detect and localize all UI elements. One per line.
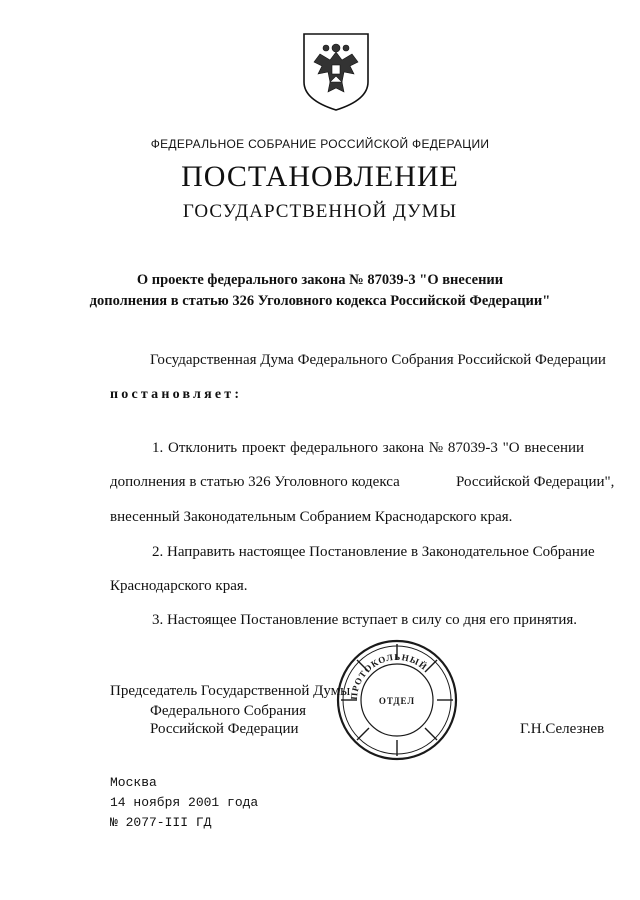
coat-of-arms-icon: [300, 32, 372, 112]
stamp-arc-text: ПРОТОКОЛЬНЫЙ: [348, 651, 430, 701]
signature-line-2: Федерального Собрания: [150, 703, 307, 719]
signature-line-3: Российской Федерации: [150, 721, 299, 737]
item-3-text: 3. Настоящее Постановление вступает в силу со дня его принятия.: [152, 612, 578, 628]
item-1-line-2a: дополнения в статью 326 Уголовного кодекса: [110, 474, 400, 490]
item-2-line-1: 2. Направить настоящее Постановление в Законодательное Собрание: [152, 544, 595, 560]
item-2-line-2: Краснодарского края.: [110, 578, 248, 594]
signatory-name: Г.Н.Селезнев: [520, 721, 605, 737]
document-subtitle: ГОСУДАРСТВЕННОЙ ДУМЫ: [182, 201, 458, 222]
document-number: № 2077-III ГД: [110, 815, 212, 830]
place: Москва: [110, 775, 157, 790]
intro-text: Государственная Дума Федерального Собрания Российской Федерации: [150, 352, 606, 368]
date: 14 ноября 2001 года: [110, 795, 259, 810]
item-1-line-2b: Российской Федерации",: [456, 474, 615, 490]
item-1-line-1: 1. Отклонить проект федерального закона № 87039-3 "О внесении: [152, 440, 585, 456]
subject-line-2: дополнения в статью 326 Уголовного кодекса Российской Федерации": [89, 293, 551, 309]
signature-line-1: Председатель Государственной Думы: [110, 683, 351, 699]
item-1-line-3: внесенный Законодательным Собранием Краснодарского края.: [110, 509, 513, 525]
round-stamp: [335, 638, 459, 762]
document-title: ПОСТАНОВЛЕНИЕ: [181, 160, 459, 193]
resolves-text: постановляет:: [110, 387, 243, 402]
subject-line-1: О проекте федерального закона № 87039-3 "О внесении: [136, 272, 504, 288]
organization-name: ФЕДЕРАЛЬНОЕ СОБРАНИЕ РОССИЙСКОЙ ФЕДЕРАЦИИ: [150, 137, 490, 151]
stamp-center-text: ОТДЕЛ: [378, 696, 416, 706]
